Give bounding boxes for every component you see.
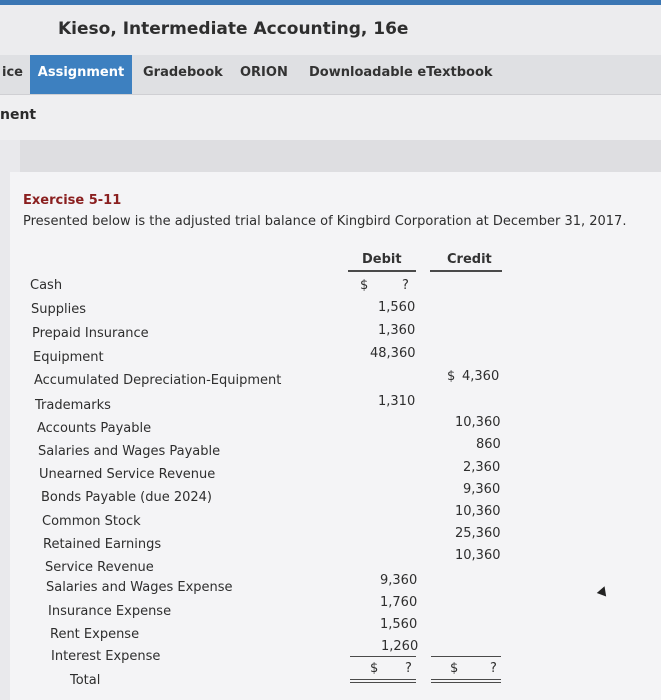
account-equipment: Equipment	[33, 350, 104, 365]
account-accounts-payable: Accounts Payable	[37, 421, 152, 436]
account-trademarks: Trademarks	[35, 398, 111, 413]
account-salaries-wages-payable: Salaries and Wages Payable	[38, 444, 221, 459]
nav-bar	[0, 55, 661, 95]
prepaid-insurance-debit: 1,360	[378, 323, 416, 338]
account-salaries-wages-expense: Salaries and Wages Expense	[46, 580, 233, 595]
exercise-description: Presented below is the adjusted trial balance of Kingbird Corporation at December 31, 2017.	[23, 214, 627, 229]
debit-header-rule	[348, 270, 416, 272]
accum-dep-credit-currency: $	[447, 369, 456, 384]
account-interest-expense: Interest Expense	[51, 649, 161, 664]
rent-expense-debit: 1,560	[380, 617, 418, 632]
tab-downloadable-etextbook[interactable]: Downloadable eTextbook	[309, 65, 493, 80]
account-cash: Cash	[30, 278, 63, 293]
total-debit-value[interactable]: ?	[405, 661, 412, 676]
total-debit-top-rule	[350, 656, 416, 657]
retained-earnings-credit: 25,360	[455, 526, 501, 541]
total-credit-value[interactable]: ?	[490, 661, 497, 676]
account-supplies: Supplies	[31, 302, 86, 317]
supplies-debit: 1,560	[378, 300, 416, 315]
unearned-service-revenue-credit: 2,360	[463, 460, 501, 475]
account-accumulated-depreciation: Accumulated Depreciation-Equipment	[34, 373, 282, 388]
total-credit-top-rule	[431, 656, 501, 657]
service-revenue-credit: 10,360	[455, 548, 501, 563]
common-stock-credit: 10,360	[455, 504, 501, 519]
account-insurance-expense: Insurance Expense	[48, 604, 172, 619]
sub-header-label: nent	[0, 107, 37, 123]
account-bonds-payable: Bonds Payable (due 2024)	[41, 490, 212, 505]
account-rent-expense: Rent Expense	[50, 627, 140, 642]
tab-gradebook[interactable]: Gradebook	[143, 65, 223, 80]
salaries-wages-expense-debit: 9,360	[380, 573, 418, 588]
total-credit-currency: $	[450, 661, 459, 676]
tab-orion[interactable]: ORION	[240, 65, 288, 80]
total-credit-double-rule-1	[431, 679, 501, 680]
insurance-expense-debit: 1,760	[380, 595, 418, 610]
total-debit-double-rule-2	[350, 682, 416, 683]
tab-assignment[interactable]: Assignment	[30, 55, 132, 94]
accounts-payable-credit: 10,360	[455, 415, 501, 430]
debit-header: Debit	[362, 252, 402, 267]
accum-dep-credit: 4,360	[462, 369, 500, 384]
tab-partial-left[interactable]: ice	[2, 65, 23, 80]
account-prepaid-insurance: Prepaid Insurance	[32, 326, 149, 341]
account-common-stock: Common Stock	[42, 514, 141, 529]
app-title: Kieso, Intermediate Accounting, 16e	[58, 19, 409, 39]
account-service-revenue: Service Revenue	[45, 560, 154, 575]
cash-debit-value: ?	[402, 278, 409, 293]
credit-header-rule	[430, 270, 502, 272]
total-label: Total	[70, 673, 101, 688]
total-debit-currency: $	[370, 661, 379, 676]
section-band	[20, 140, 661, 172]
total-debit-double-rule-1	[350, 679, 416, 680]
total-credit-double-rule-2	[431, 682, 501, 683]
salaries-wages-payable-credit: 860	[476, 437, 501, 452]
content-panel	[10, 172, 661, 700]
trademarks-debit: 1,310	[378, 394, 416, 409]
bonds-payable-credit: 9,360	[463, 482, 501, 497]
interest-expense-debit: 1,260	[381, 639, 419, 654]
exercise-title: Exercise 5-11	[23, 193, 122, 208]
account-unearned-service-revenue: Unearned Service Revenue	[39, 467, 216, 482]
cash-debit-currency: $	[360, 278, 369, 293]
credit-header: Credit	[447, 252, 492, 267]
equipment-debit: 48,360	[370, 346, 416, 361]
account-retained-earnings: Retained Earnings	[43, 537, 162, 552]
sub-header	[0, 95, 661, 140]
app-header	[0, 5, 661, 55]
